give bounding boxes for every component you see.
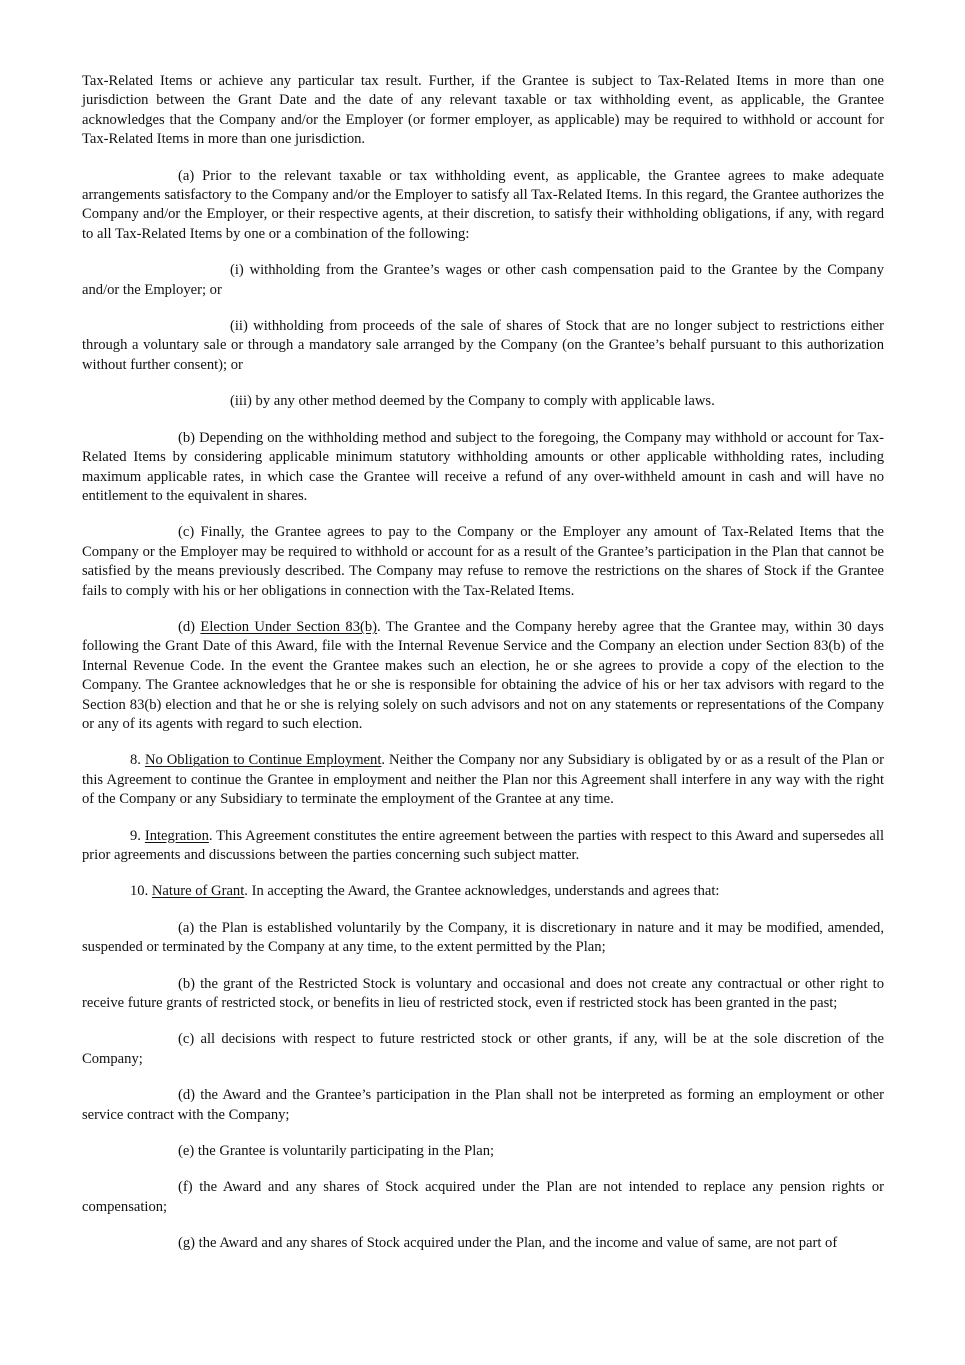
paragraph-7a-ii: (ii) withholding from proceeds of the sale of shares of Stock that are no longer subject to restrictions either through a voluntary sale or through a mandatory sale arranged by the Company (on the Grantee’s behalf pursuant to this authorization without further consent); or [82,318,884,373]
paragraph-7d-prefix: (d) [178,618,201,635]
section-10 [82,882,884,901]
section-9-heading: Integration [144,827,209,844]
paragraph-7a: (a) Prior to the relevant taxable or tax withholding event, as applicable, the Grantee agrees to make adequate arrangements satisfactory to the Company and/or the Employer to satisfy all Tax-Related Items. In this regard, the Grantee authorizes the Company and/or the Employer, or their respective agents, at their discretion, to satisfy their withholding obligations, if any, with regard to all Tax-Related Items by one or a combination of the following: [82,167,884,242]
document-page [82,72,884,1271]
section-9-body: . This Agreement constitutes the entire agreement between the parties with respect to this Award and supersedes all prior agreements and discussions between the parties concerning such subject matter. [82,827,885,863]
section-10-number: 10. [130,883,152,900]
paragraph-7d-body: . The Grantee and the Company hereby agree that the Grantee may, within 30 days following the Grant Date of this Award, file with the Internal Revenue Service and the Company an election under Section 83(b) of the Internal Revenue Code. In the event the Grantee makes such an election, he or she agrees to provide a copy of the election to the Company. The Grantee acknowledges that he or she is responsible for obtaining the advice of his or her tax advisors with regard to the Section 83(b) election and that he or she is relying solely on such advisors and not on any statements or representations of the Company or any of its agents with regard to such election. [82,618,884,732]
paragraph-7a-i: (i) withholding from the Grantee’s wages or other cash compensation paid to the Grantee by the Company and/or the Employer; or [82,262,884,298]
section-10-heading: Nature of Grant [151,883,245,900]
paragraph-7b: (b) Depending on the withholding method and subject to the foregoing, the Company may withhold or account for Tax-Related Items by considering applicable minimum statutory withholding amounts or other applicable withholding rates, including maximum applicable rates, in which case the Grantee will receive a refund of any over-withheld amount in cash and will have no entitlement to the equivalent in shares. [82,429,884,504]
section-9-number: 9. [130,827,145,844]
paragraph-10f: (f) the Award and any shares of Stock acquired under the Plan are not intended to replace any pension rights or compensation; [82,1179,884,1215]
section-8 [82,751,884,809]
section-8-body: . Neither the Company nor any Subsidiary is obligated by or as a result of the Plan or this Agreement to continue the Grantee in employment and neither the Plan nor this Agreement shall interfere in any way with the right of the Company or any Subsidiary to terminate the employment of the Grantee at any time. [82,752,885,808]
paragraph-10e: (e) the Grantee is voluntarily participating in the Plan; [178,1143,495,1160]
paragraph-10b: (b) the grant of the Restricted Stock is voluntary and occasional and does not create any contractual or other right to receive future grants of restricted stock, or benefits in lieu of restricted stock, even if restricted stock has been granted in the past; [82,975,884,1012]
paragraph-10g: (g) the Award and any shares of Stock acquired under the Plan, and the income and value of same, are not part of [178,1235,838,1252]
section-83b-heading: Election Under Section 83(b) [200,618,378,635]
paragraph-7c: (c) Finally, the Grantee agrees to pay to the Company or the Employer any amount of Tax-Related Items that the Company or the Employer may be required to withhold or account for as a result of the Grantee’s participation in the Plan that cannot be satisfied by the means previously described. The Company may refuse to remove the restrictions on the shares of Stock if the Grantee fails to comply with his or her obligations in connection with the Tax-Related Items. [82,524,884,599]
paragraph-10a: (a) the Plan is established voluntarily by the Company, it is discretionary in nature and it may be modified, amended, suspended or terminated by the Company at any time, to the extent permitted by the Plan; [82,919,884,956]
paragraph-10d: (d) the Award and the Grantee’s participation in the Plan shall not be interpreted as forming an employment or other service contract with the Company; [82,1087,884,1123]
paragraph-10c: (c) all decisions with respect to future restricted stock or other grants, if any, will be at the sole discretion of the Company; [82,1031,884,1067]
paragraph-tax-related-items: Tax-Related Items or achieve any particular tax result. Further, if the Grantee is subject to Tax-Related Items in more than one jurisdiction between the Grant Date and the date of any relevant taxable or tax withholding event, as applicable, the Grantee acknowledges that the Company and/or the Employer (or former employer, as applicable) may be required to withhold or account for Tax-Related Items in more than one jurisdiction. [82,73,884,148]
section-9 [82,827,884,866]
section-8-heading: No Obligation to Continue Employment [144,752,382,769]
paragraph-7d [82,618,884,734]
paragraph-7a-iii: (iii) by any other method deemed by the Company to comply with applicable laws. [230,393,715,410]
section-10-body: . In accepting the Award, the Grantee acknowledges, understands and agrees that: [244,883,720,900]
section-8-number: 8. [130,752,145,769]
